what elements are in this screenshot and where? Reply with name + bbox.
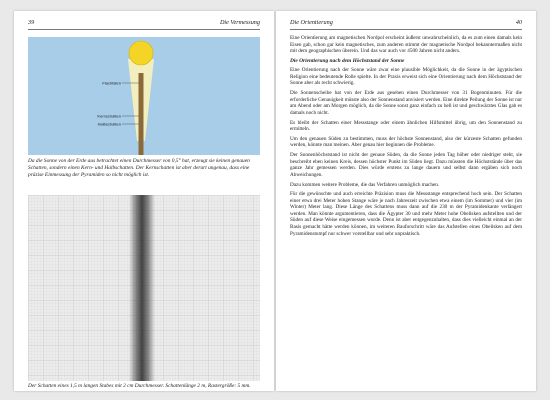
paragraph: Eine Orientierung am magnetischen Nordpol erscheint äußerst unwahrscheinlich, da es zum einen damals kein Eisen gab, schon gar kein magnetisches, zum anderen stimmt der magnetische Nordpol bekanntermaßen nicht mit dem geographischen überein. Und das war auch vor 4500 Jahren nicht anders.	[290, 35, 522, 55]
right-page-header	[290, 19, 522, 29]
paragraph: Für die gewünschte und auch erreichte Präzision muss die Messstange entsprechend hoch sein. Der Schatten einer etwa drei Meter hohen Stange wäre je nach Jahreszeit zwischen etwa einem (im Sommer) und vier (im Winter) Meter lang. Diese Länge des Schattens muss dann auf die 230 m der Pyramidenkante verlängert werden. Man könnte argumentieren, dass die Ägypter 30 und mehr Meter hohe Obelisken aufstellten und der Süden auf diese Weise eingemessen wurde. Denn ist aber entgegenzuhalten, dass dies vielleicht einmal an der Basis gemacht hätte werden können, im weiteren Bauforschritt wäre das Aufstellen eines Obelisken auf dem Pyramidenstumpf nur schwer vorstellbar und sehr unpraktisch.	[290, 191, 522, 237]
figure2-caption: Der Schatten eines 1,5 m langen Stabes mit 2 cm Durchmesser. Schattenlänge 2 m, Rastergröße: 5 mm.	[28, 383, 251, 389]
left-running-title: Die Vermessung	[219, 19, 260, 26]
right-running-title: Die Orientierung	[290, 19, 333, 26]
right-header-rule	[290, 29, 522, 30]
paragraph: Eine Orientierung nach der Sonne wäre zwar eine plausible Möglichkeit, da die Sonne in der ägyptischen Religion eine bedeutende Rolle spielte. In der Praxis erweist sich eine Orientierung nach dem Höchststand der Sonne aber als recht schwierig.	[290, 67, 522, 87]
section-heading: Die Orientierung nach dem Höchststand der Sonne	[290, 57, 405, 64]
sun-shadow-diagram	[28, 37, 260, 155]
paragraph: Der Sonnenhöchststand ist nicht der genaue Süden, da die Sonne jeden Tag höher oder niedriger steht, sie beschreibt eben keinen Kreis, dessen höchster Punkt im Süden liegt. Dazu müssten die Höchststände über das ganze Jahr gemessen werden. Dies würde erstens zu lange dauern und selbst dann ergäben sich noch Abweichungen.	[290, 152, 522, 178]
body-text	[290, 35, 522, 240]
paragraph: Es bleibt der Schatten einer Messstange oder einem ähnlichen Hilfsmittel übrig, um den Sonnenstand zu ermitteln.	[290, 119, 522, 133]
sun-icon	[129, 41, 153, 65]
right-page-number: 40	[515, 19, 522, 26]
paragraph: Dazu kommen weitere Probleme, die das Verfahren unmöglich machen.	[290, 181, 440, 188]
left-page-number: 39	[28, 19, 35, 26]
right-page	[276, 11, 536, 391]
left-page	[14, 11, 274, 391]
label-full-shadow: Flachtafen	[102, 80, 121, 86]
paragraph: Um den genauen Süden zu bestimmen, muss der höchste Sonnenstand, also der kürzeste Schatten gefunden werden, könnte man meinen. Aber genau hier beginnen die Probleme.	[290, 135, 522, 149]
pole-shadow	[129, 195, 155, 381]
label-core-shadow: Kernschatten	[97, 113, 121, 119]
left-page-header	[28, 19, 260, 29]
shadow-grid-photo	[28, 195, 260, 381]
left-header-rule	[28, 29, 260, 30]
measuring-pole	[139, 73, 144, 155]
label-half-shadow: Halbschatten	[97, 121, 121, 127]
figure1-caption: Da die Sonne von der Erde aus betrachtet einen Durchmesser von 0,5° hat, erzeugt sie keinen genauen Schatten, sondern einen Kern- und Halbschatten. Der Kernschatten ist aber derart ungenau, dass eine präzise Einmessung der Pyramiden so nicht möglich ist.	[28, 158, 250, 178]
paragraph: Die Sonnenscheibe hat von der Erde aus gesehen einen Durchmesser von 31 Bogenminuten. Für die erforderliche Genauigkeit müsste also der Sonnenstand anvisiert werden. Eine direkte Peilung der Sonne ist nur am Abend oder am Morgen möglich, da die Sonne sonst ganz einfach zu hell ist und geschwärztes Glas gab es damals noch nicht.	[290, 90, 522, 116]
